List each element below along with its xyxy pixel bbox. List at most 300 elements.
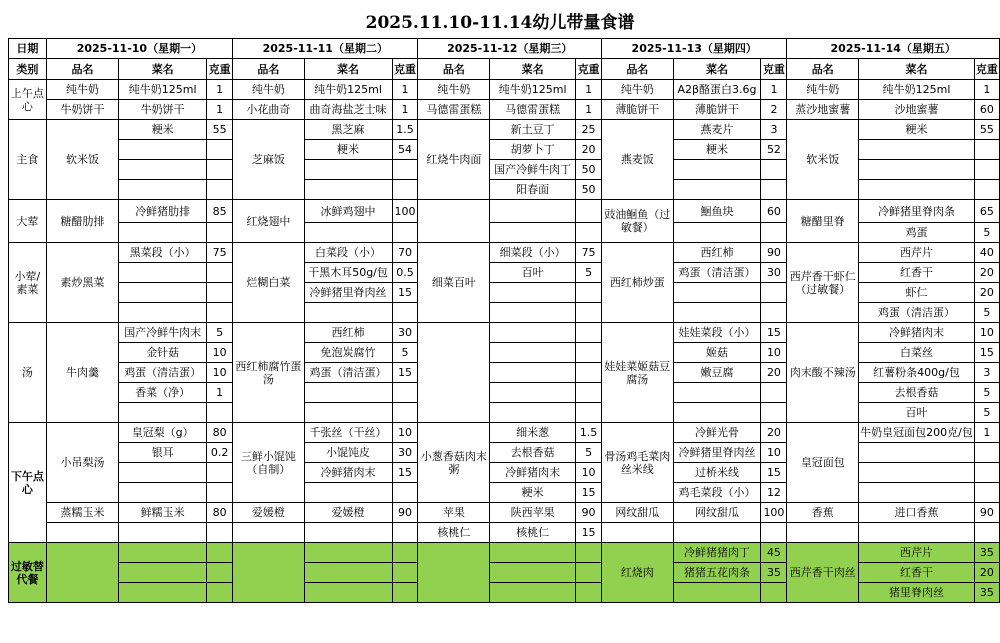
weight-cell	[207, 563, 233, 583]
ingredient-cell: 皇冠梨（g）	[119, 423, 207, 443]
ingredient-cell	[490, 363, 576, 383]
dish-cell: 红烧肉	[602, 543, 674, 603]
weight-cell: 5	[392, 343, 418, 363]
ingredient-cell	[673, 283, 761, 303]
weight-cell: 3	[761, 120, 787, 140]
weight-cell: 1	[392, 100, 418, 120]
dish-cell: 娃娃菜姬菇豆腐汤	[602, 323, 674, 423]
ingredient-cell: 干黑木耳50g/包	[304, 263, 392, 283]
weight-cell: 1	[207, 80, 233, 100]
ingredient-cell	[304, 403, 392, 423]
dish-cell: 芝麻饭	[233, 120, 305, 200]
dish-cell	[602, 523, 674, 543]
weight-cell	[576, 303, 602, 323]
ingredient-cell: 纯牛奶125ml	[304, 80, 392, 100]
weight-cell: 90	[974, 503, 999, 523]
ingredient-cell: 纯牛奶125ml	[859, 80, 975, 100]
ingredient-cell: 红香干	[859, 563, 975, 583]
weight-cell: 20	[761, 363, 787, 383]
dish-header: 品名	[602, 59, 674, 80]
ingredient-cell: 冷鲜猪肉末	[490, 463, 576, 483]
weight-cell	[974, 523, 999, 543]
weight-cell: 90	[576, 503, 602, 523]
weight-cell: 1.5	[392, 120, 418, 140]
weight-cell: 15	[392, 463, 418, 483]
weight-cell	[207, 140, 233, 160]
dish-cell	[233, 543, 305, 603]
ingredient-cell	[119, 543, 207, 563]
weight-cell: 70	[392, 243, 418, 263]
dish-cell: 小葱香菇肉末粥	[418, 423, 490, 503]
ingredient-cell: 千张丝（干丝）	[304, 423, 392, 443]
weight-cell: 80	[207, 423, 233, 443]
weight-cell: 20	[974, 283, 999, 303]
ingredient-cell	[673, 583, 761, 603]
ingredient-cell: 银耳	[119, 443, 207, 463]
ingredient-cell	[673, 160, 761, 180]
ingredient-cell	[673, 223, 761, 243]
weight-cell: 75	[207, 243, 233, 263]
ingredient-cell	[490, 303, 576, 323]
weight-header: 克重	[974, 59, 999, 80]
weight-cell: 35	[974, 583, 999, 603]
weight-cell: 1	[974, 423, 999, 443]
category-small-meat: 小荤/素菜	[9, 243, 47, 323]
ingredient-cell	[490, 200, 576, 223]
ingredient-cell: 小馄饨皮	[304, 443, 392, 463]
ingredient-header: 菜名	[304, 59, 392, 80]
ingredient-cell: 西红柿	[304, 323, 392, 343]
weight-cell: 2	[761, 100, 787, 120]
weight-cell	[392, 483, 418, 503]
ingredient-cell	[859, 140, 975, 160]
ingredient-cell: 红香干	[859, 263, 975, 283]
dish-header: 品名	[418, 59, 490, 80]
ingredient-cell: 国产冷鲜牛肉丁	[490, 160, 576, 180]
ingredient-cell: 黑芝麻	[304, 120, 392, 140]
ingredient-cell	[490, 343, 576, 363]
dish-cell	[418, 543, 490, 603]
ingredient-cell	[119, 263, 207, 283]
weight-cell	[207, 263, 233, 283]
ingredient-cell	[859, 180, 975, 200]
weight-cell: 20	[974, 563, 999, 583]
weight-cell	[207, 523, 233, 543]
dish-cell: 薄脆饼干	[602, 100, 674, 120]
dish-cell	[46, 543, 119, 603]
ingredient-cell: 百叶	[490, 263, 576, 283]
weight-cell	[974, 463, 999, 483]
weight-cell	[392, 543, 418, 563]
ingredient-cell	[304, 523, 392, 543]
ingredient-cell	[490, 283, 576, 303]
dish-cell	[233, 523, 305, 543]
weight-cell: 55	[207, 120, 233, 140]
ingredient-cell: 冷鲜猪猪肉丁	[673, 543, 761, 563]
ingredient-cell: 西芹片	[859, 543, 975, 563]
ingredient-cell	[859, 523, 975, 543]
weight-cell: 1	[207, 100, 233, 120]
ingredient-cell	[304, 303, 392, 323]
weight-cell: 15	[576, 483, 602, 503]
weight-header: 克重	[576, 59, 602, 80]
weight-cell: 100	[761, 503, 787, 523]
dish-cell	[46, 523, 119, 543]
weight-cell: 15	[974, 343, 999, 363]
dish-cell: 糖醋里脊	[787, 200, 859, 243]
ingredient-cell: 马德雷蛋糕	[490, 100, 576, 120]
ingredient-cell	[304, 223, 392, 243]
ingredient-cell: 西红柿	[673, 243, 761, 263]
ingredient-cell: 阳春面	[490, 180, 576, 200]
weight-cell: 50	[576, 160, 602, 180]
weight-cell	[974, 443, 999, 463]
weight-cell: 1	[392, 80, 418, 100]
ingredient-cell	[304, 583, 392, 603]
dish-cell: 蒸沙地蜜薯	[787, 100, 859, 120]
ingredient-cell: 嫩豆腐	[673, 363, 761, 383]
weight-cell: 90	[761, 243, 787, 263]
ingredient-cell: 白菜丝	[859, 343, 975, 363]
weight-cell: 100	[392, 200, 418, 223]
dish-cell: 糖醋肋排	[46, 200, 119, 243]
ingredient-cell: 鲜糯玉米	[119, 503, 207, 523]
ingredient-cell: 冷鲜猪里脊肉条	[859, 200, 975, 223]
weight-cell	[761, 383, 787, 403]
ingredient-cell	[119, 223, 207, 243]
weight-cell: 10	[974, 323, 999, 343]
ingredient-cell	[119, 583, 207, 603]
day-header-fri: 2025-11-14（星期五）	[787, 39, 1000, 59]
dish-header: 品名	[233, 59, 305, 80]
ingredient-cell: 姬菇	[673, 343, 761, 363]
weight-cell: 45	[761, 543, 787, 563]
dish-cell: 核桃仁	[418, 523, 490, 543]
ingredient-cell: 牛奶饼干	[119, 100, 207, 120]
dish-cell: 烂糊白菜	[233, 243, 305, 323]
weight-cell: 90	[392, 503, 418, 523]
weight-cell	[974, 483, 999, 503]
weight-cell: 5	[576, 263, 602, 283]
weight-cell	[207, 583, 233, 603]
dish-cell: 纯牛奶	[233, 80, 305, 100]
weight-cell: 5	[207, 323, 233, 343]
category-label: 类别	[9, 59, 47, 80]
ingredient-cell: 粳米	[490, 483, 576, 503]
dish-header: 品名	[787, 59, 859, 80]
ingredient-cell: 粳米	[673, 140, 761, 160]
ingredient-cell: A2β酪蛋白3.6g	[673, 80, 761, 100]
weight-cell	[207, 180, 233, 200]
weight-cell: 20	[761, 423, 787, 443]
ingredient-cell: 陕西苹果	[490, 503, 576, 523]
day-header-mon: 2025-11-10（星期一）	[46, 39, 232, 59]
weight-cell: 15	[576, 523, 602, 543]
weight-cell: 0.2	[207, 443, 233, 463]
weight-cell	[207, 543, 233, 563]
weight-cell: 10	[761, 443, 787, 463]
weight-cell: 5	[974, 403, 999, 423]
dish-cell: 皇冠面包	[787, 423, 859, 503]
dish-cell: 软米饭	[46, 120, 119, 200]
ingredient-cell: 免泡炭腐竹	[304, 343, 392, 363]
ingredient-cell: 冷鲜光骨	[673, 423, 761, 443]
weight-cell: 50	[576, 180, 602, 200]
ingredient-cell: 猪猪五花肉条	[673, 563, 761, 583]
dish-cell: 骨汤鸡毛菜肉丝米线	[602, 423, 674, 503]
ingredient-cell: 鸡毛菜段（小）	[673, 483, 761, 503]
weight-cell	[974, 180, 999, 200]
weight-cell: 1	[761, 80, 787, 100]
dish-cell: 牛肉羹	[46, 323, 119, 423]
ingredient-cell: 牛奶皇冠面包200克/包	[859, 423, 975, 443]
ingredient-cell: 粳米	[119, 120, 207, 140]
weight-cell	[974, 140, 999, 160]
ingredient-cell: 猪里脊肉丝	[859, 583, 975, 603]
dish-cell	[787, 523, 859, 543]
ingredient-cell	[119, 523, 207, 543]
ingredient-cell: 过桥米线	[673, 463, 761, 483]
ingredient-cell: 沙地蜜薯	[859, 100, 975, 120]
ingredient-cell	[490, 383, 576, 403]
ingredient-cell	[119, 283, 207, 303]
ingredient-cell	[490, 543, 576, 563]
ingredient-cell	[490, 403, 576, 423]
ingredient-cell	[119, 483, 207, 503]
ingredient-cell	[304, 563, 392, 583]
ingredient-header: 菜名	[119, 59, 207, 80]
ingredient-cell: 进口香蕉	[859, 503, 975, 523]
weight-cell	[207, 160, 233, 180]
dish-cell: 小花曲奇	[233, 100, 305, 120]
ingredient-cell	[119, 180, 207, 200]
ingredient-cell: 鸡蛋（清洁蛋）	[304, 363, 392, 383]
ingredient-cell	[859, 483, 975, 503]
dish-cell: 红烧牛肉面	[418, 120, 490, 200]
weight-cell: 10	[392, 423, 418, 443]
weight-cell	[761, 303, 787, 323]
category-soup: 汤	[9, 323, 47, 423]
ingredient-cell: 纯牛奶125ml	[490, 80, 576, 100]
dish-cell: 细菜百叶	[418, 243, 490, 323]
weight-cell: 30	[392, 443, 418, 463]
dish-cell: 网纹甜瓜	[602, 503, 674, 523]
ingredient-cell	[490, 583, 576, 603]
weight-cell	[761, 283, 787, 303]
ingredient-cell	[119, 403, 207, 423]
ingredient-cell	[304, 543, 392, 563]
ingredient-cell: 白菜段（小）	[304, 243, 392, 263]
ingredient-cell	[490, 223, 576, 243]
ingredient-cell: 金针菇	[119, 343, 207, 363]
ingredient-cell	[490, 563, 576, 583]
weight-cell: 15	[761, 323, 787, 343]
category-snack-pm: 下午点心	[9, 423, 47, 543]
ingredient-cell: 粳米	[304, 140, 392, 160]
weight-cell	[761, 180, 787, 200]
dish-cell: 西芹香干肉丝	[787, 543, 859, 603]
weight-cell	[207, 283, 233, 303]
weight-cell	[392, 303, 418, 323]
weight-cell	[207, 483, 233, 503]
dish-cell: 苹果	[418, 503, 490, 523]
ingredient-cell: 去根香菇	[859, 383, 975, 403]
weight-cell	[576, 543, 602, 563]
ingredient-cell	[673, 383, 761, 403]
dish-cell: 纯牛奶	[418, 80, 490, 100]
weight-cell	[761, 583, 787, 603]
category-staple: 主食	[9, 120, 47, 200]
menu-table	[8, 38, 1000, 603]
ingredient-cell: 冷鲜猪里脊肉丝	[304, 283, 392, 303]
ingredient-cell: 新土豆丁	[490, 120, 576, 140]
page-title: 2025.11.10-11.14幼儿带量食谱	[365, 13, 635, 33]
weight-cell	[207, 223, 233, 243]
dish-cell: 纯牛奶	[787, 80, 859, 100]
weight-cell	[392, 223, 418, 243]
ingredient-cell	[119, 463, 207, 483]
weight-cell: 35	[761, 563, 787, 583]
weight-cell: 5	[974, 383, 999, 403]
weight-cell: 15	[392, 363, 418, 383]
ingredient-header: 菜名	[490, 59, 576, 80]
weight-cell	[761, 223, 787, 243]
weight-cell	[392, 180, 418, 200]
weight-cell: 65	[974, 200, 999, 223]
weight-cell: 0.5	[392, 263, 418, 283]
dish-cell: 爱媛橙	[233, 503, 305, 523]
weight-cell: 30	[392, 323, 418, 343]
ingredient-cell: 细米葱	[490, 423, 576, 443]
weight-cell	[576, 200, 602, 223]
weight-cell	[576, 383, 602, 403]
weight-cell	[761, 160, 787, 180]
category-main-meat: 大荤	[9, 200, 47, 243]
ingredient-cell: 冷鲜猪肉末	[304, 463, 392, 483]
weight-cell: 1	[207, 383, 233, 403]
category-snack-am: 上午点心	[9, 80, 47, 120]
weight-cell	[392, 160, 418, 180]
dish-cell: 素炒黑菜	[46, 243, 119, 323]
weight-cell: 40	[974, 243, 999, 263]
ingredient-cell	[119, 160, 207, 180]
weight-cell: 20	[974, 263, 999, 283]
ingredient-cell	[859, 160, 975, 180]
weight-cell	[761, 403, 787, 423]
weight-cell	[576, 583, 602, 603]
ingredient-cell: 西芹片	[859, 243, 975, 263]
weight-cell: 12	[761, 483, 787, 503]
weight-cell	[974, 160, 999, 180]
ingredient-cell	[490, 323, 576, 343]
ingredient-cell: 冷鲜猪肉末	[859, 323, 975, 343]
ingredient-cell	[304, 383, 392, 403]
ingredient-cell: 黑菜段（小）	[119, 243, 207, 263]
dish-cell: 豉油鮰鱼（过敏餐）	[602, 200, 674, 243]
ingredient-cell: 细菜段（小）	[490, 243, 576, 263]
dish-cell: 红烧翅中	[233, 200, 305, 243]
weight-header: 克重	[392, 59, 418, 80]
weight-cell: 1	[576, 80, 602, 100]
ingredient-cell	[673, 180, 761, 200]
day-header-wed: 2025-11-12（星期三）	[418, 39, 602, 59]
ingredient-cell	[859, 463, 975, 483]
dish-cell: 香蕉	[787, 503, 859, 523]
weight-cell: 3	[974, 363, 999, 383]
dish-header: 品名	[46, 59, 119, 80]
weight-cell: 20	[576, 140, 602, 160]
dish-cell: 西红柿炒蛋	[602, 243, 674, 323]
weight-cell: 10	[576, 463, 602, 483]
ingredient-cell	[119, 140, 207, 160]
ingredient-cell: 香菜（净）	[119, 383, 207, 403]
dish-cell: 小吊梨汤	[46, 423, 119, 503]
ingredient-cell	[859, 443, 975, 463]
ingredient-cell	[304, 160, 392, 180]
weight-cell	[576, 363, 602, 383]
ingredient-header: 菜名	[859, 59, 975, 80]
category-allergy: 过敏替代餐	[9, 543, 47, 603]
day-header-tue: 2025-11-11（星期二）	[233, 39, 418, 59]
weight-cell: 10	[207, 343, 233, 363]
weight-cell	[761, 523, 787, 543]
weight-cell: 30	[761, 263, 787, 283]
weight-cell: 25	[576, 120, 602, 140]
weight-cell	[576, 283, 602, 303]
ingredient-cell	[304, 180, 392, 200]
weight-cell: 15	[392, 283, 418, 303]
dish-cell: 蒸糯玉米	[46, 503, 119, 523]
weight-cell: 15	[761, 463, 787, 483]
ingredient-cell: 纯牛奶125ml	[119, 80, 207, 100]
ingredient-cell: 冷鲜猪肋排	[119, 200, 207, 223]
weight-cell	[392, 583, 418, 603]
weight-cell: 60	[761, 200, 787, 223]
weight-cell: 54	[392, 140, 418, 160]
ingredient-cell	[673, 523, 761, 543]
dish-cell: 西芹香干虾仁（过敏餐）	[787, 243, 859, 323]
day-header-thu: 2025-11-13（星期四）	[602, 39, 787, 59]
ingredient-cell: 鸡蛋（清洁蛋）	[119, 363, 207, 383]
ingredient-cell: 粳米	[859, 120, 975, 140]
ingredient-cell: 冷鲜猪里脊肉丝	[673, 443, 761, 463]
ingredient-cell	[673, 303, 761, 323]
ingredient-cell	[304, 483, 392, 503]
weight-cell: 55	[974, 120, 999, 140]
weight-cell	[576, 403, 602, 423]
dish-cell: 燕麦饭	[602, 120, 674, 200]
dish-cell	[418, 323, 490, 423]
ingredient-cell: 鸡蛋	[859, 223, 975, 243]
date-label: 日期	[9, 39, 47, 59]
ingredient-cell: 红薯粉条400g/包	[859, 363, 975, 383]
weight-header: 克重	[207, 59, 233, 80]
dish-cell: 西红柿腐竹蛋汤	[233, 323, 305, 423]
ingredient-cell: 网纹甜瓜	[673, 503, 761, 523]
ingredient-cell: 燕麦片	[673, 120, 761, 140]
ingredient-cell: 曲奇海盐芝士味	[304, 100, 392, 120]
ingredient-cell: 娃娃菜段（小）	[673, 323, 761, 343]
dish-cell: 肉末酸不辣汤	[787, 323, 859, 423]
ingredient-cell	[119, 563, 207, 583]
ingredient-cell: 鸡蛋（清洁蛋）	[673, 263, 761, 283]
ingredient-cell: 虾仁	[859, 283, 975, 303]
ingredient-cell: 冰鲜鸡翅中	[304, 200, 392, 223]
ingredient-cell: 鸡蛋（清洁蛋）	[859, 303, 975, 323]
ingredient-cell: 爱媛橙	[304, 503, 392, 523]
weight-cell: 10	[207, 363, 233, 383]
weight-cell: 1	[576, 100, 602, 120]
